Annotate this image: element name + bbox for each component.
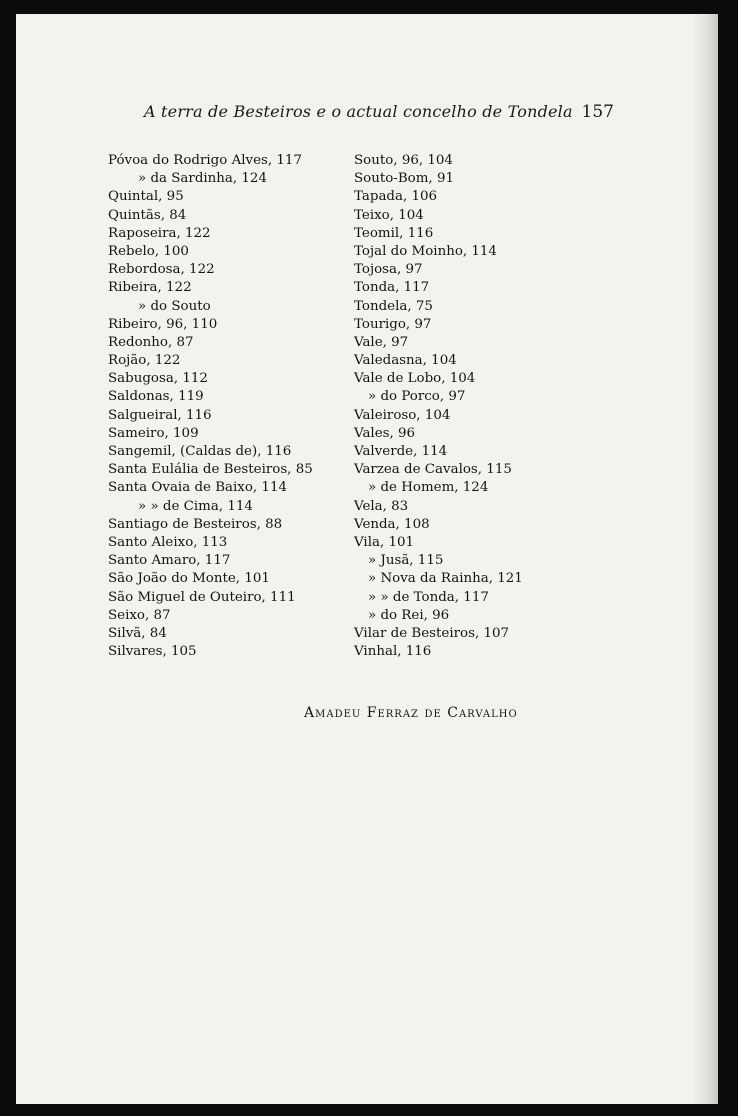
index-entry: Sangemil, (Caldas de), 116 bbox=[108, 444, 292, 459]
index-entry: » do Rei, 96 bbox=[368, 607, 450, 623]
index-entry: Vela, 83 bbox=[354, 498, 409, 514]
index-entry: » do Porco, 97 bbox=[368, 389, 466, 405]
index-entry: Valedasna, 104 bbox=[354, 353, 457, 369]
index-entry: Quintal, 95 bbox=[108, 189, 184, 205]
index-entry: » » de Cima, 114 bbox=[138, 498, 253, 514]
index-column-left bbox=[108, 152, 358, 661]
index-entry: Vilar de Besteiros, 107 bbox=[354, 625, 510, 641]
page-number: 157 bbox=[581, 102, 614, 122]
index-entry: Santiago de Besteiros, 88 bbox=[108, 516, 283, 532]
scanned-page bbox=[16, 14, 718, 1104]
author-signature: Amadeu Ferraz de Carvalho bbox=[304, 705, 518, 721]
index-entry: Redonho, 87 bbox=[108, 334, 194, 350]
index-entry: Venda, 108 bbox=[354, 516, 430, 532]
running-head-title: A terra de Besteiros e o actual concelho de Tondela bbox=[144, 102, 573, 121]
index-entry: » do Souto bbox=[138, 298, 211, 314]
scan-shadow bbox=[692, 14, 718, 1104]
index-entry: Tapada, 106 bbox=[354, 189, 438, 205]
index-entry: Raposeira, 122 bbox=[108, 225, 211, 241]
index-entry: Seixo, 87 bbox=[108, 607, 171, 623]
index-entry: Santo Aleixo, 113 bbox=[108, 534, 228, 550]
index-entry: Quintãs, 84 bbox=[108, 207, 187, 223]
index-entry: Santa Ovaia de Baixo, 114 bbox=[108, 480, 287, 496]
index-entry: Souto, 96, 104 bbox=[354, 153, 453, 168]
index-entry: » da Sardinha, 124 bbox=[138, 171, 267, 187]
index-entry: Rebelo, 100 bbox=[108, 243, 189, 259]
index-column-right bbox=[354, 152, 614, 661]
index-entry: Vale de Lobo, 104 bbox=[354, 371, 476, 387]
index-entry: Vila, 101 bbox=[354, 534, 415, 550]
index-entry: Santo Amaro, 117 bbox=[108, 553, 231, 569]
index-entry: São Miguel de Outeiro, 111 bbox=[108, 589, 296, 605]
index-entry: Teixo, 104 bbox=[354, 207, 424, 223]
index-entry: São João do Monte, 101 bbox=[108, 571, 270, 587]
index-entry: Varzea de Cavalos, 115 bbox=[354, 462, 512, 478]
index-entry: Vinhal, 116 bbox=[354, 644, 432, 660]
running-head bbox=[144, 102, 614, 122]
index-entry: Ribeiro, 96, 110 bbox=[108, 316, 218, 332]
index-entry: » Nova da Rainha, 121 bbox=[368, 571, 523, 587]
index-entry: Rebordosa, 122 bbox=[108, 262, 215, 278]
index-entry: Tourigo, 97 bbox=[354, 316, 432, 332]
index-entry: Teomil, 116 bbox=[354, 225, 434, 241]
index-entry: Valverde, 114 bbox=[354, 444, 448, 459]
index-entry: Valeiroso, 104 bbox=[354, 407, 451, 423]
index-entry: » » de Tonda, 117 bbox=[368, 589, 489, 605]
index-entry: Ribeira, 122 bbox=[108, 280, 192, 296]
index-entry: » de Homem, 124 bbox=[368, 480, 489, 496]
index-entry: Sameiro, 109 bbox=[108, 425, 199, 441]
index-entry: Souto-Bom, 91 bbox=[354, 171, 454, 187]
index-entry: Tondela, 75 bbox=[354, 298, 433, 314]
index-entry: Vale, 97 bbox=[354, 334, 409, 350]
index-entry: Rojão, 122 bbox=[108, 353, 181, 369]
index-entry: Póvoa do Rodrigo Alves, 117 bbox=[108, 153, 302, 168]
index-entry: Silvã, 84 bbox=[108, 625, 167, 641]
index-entry: » Jusã, 115 bbox=[368, 553, 444, 569]
index-entry: Silvares, 105 bbox=[108, 644, 197, 660]
index-entry: Sabugosa, 112 bbox=[108, 371, 208, 387]
index-entry: Saldonas, 119 bbox=[108, 389, 204, 405]
index-entry: Salgueiral, 116 bbox=[108, 407, 212, 423]
index-entry: Tojal do Moinho, 114 bbox=[354, 243, 497, 259]
index-entry: Santa Eulália de Besteiros, 85 bbox=[108, 462, 313, 478]
index-entry: Tojosa, 97 bbox=[354, 262, 423, 278]
index-entry: Tonda, 117 bbox=[354, 280, 430, 296]
index-entry: Vales, 96 bbox=[354, 425, 416, 441]
